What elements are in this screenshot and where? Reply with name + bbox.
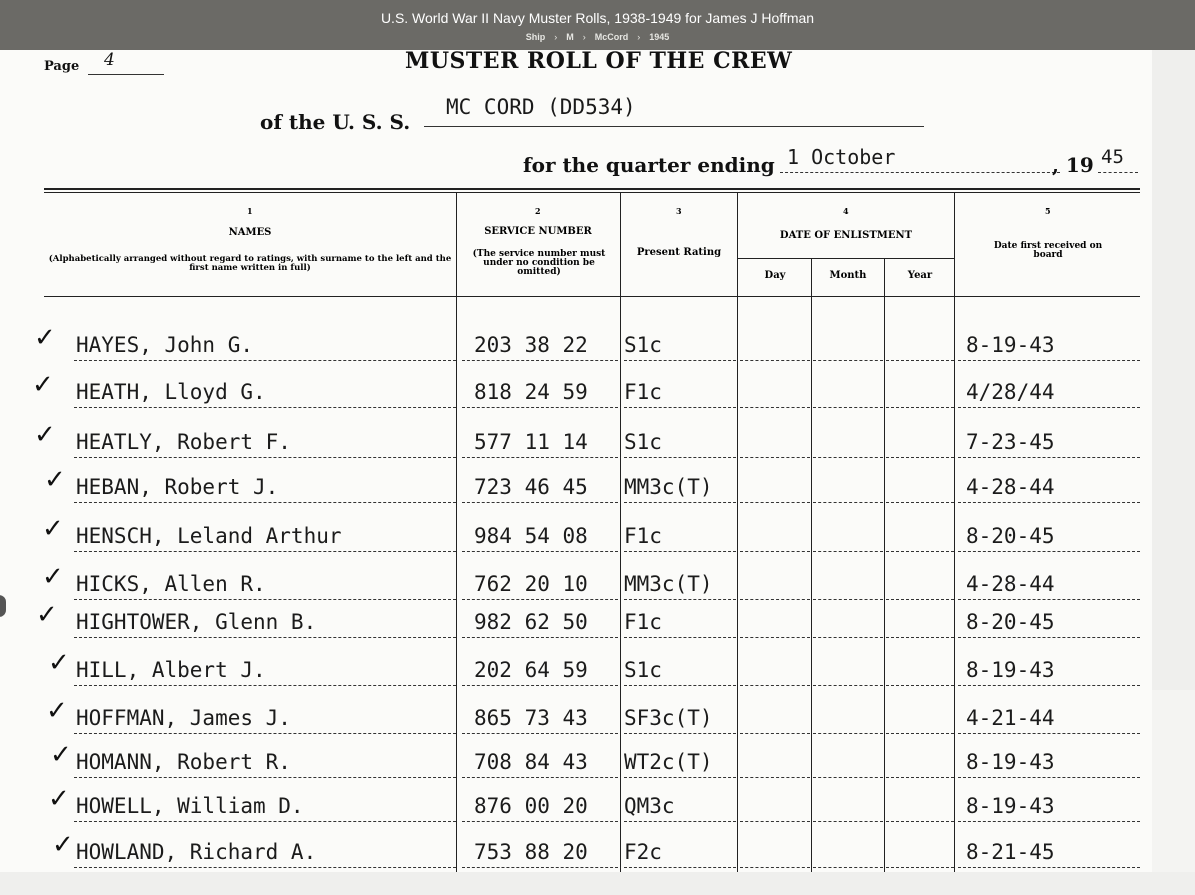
date-received: 8-19-43 — [966, 750, 1055, 774]
row-rule — [886, 733, 954, 734]
service-number: 762 20 10 — [474, 572, 588, 596]
service-number: 753 88 20 — [474, 840, 588, 864]
service-number: 203 38 22 — [474, 333, 588, 357]
row-rule — [624, 867, 736, 868]
row-rule — [74, 867, 456, 868]
col3-number: 3 — [676, 206, 682, 216]
row-rule — [813, 821, 883, 822]
date-received: 4/28/44 — [966, 380, 1055, 404]
service-number: 577 11 14 — [474, 430, 588, 454]
present-rating: S1c — [624, 658, 662, 682]
date-received: 8-21-45 — [966, 840, 1055, 864]
checkmark-icon: ✓ — [46, 696, 68, 726]
row-rule — [813, 502, 883, 503]
present-rating: MM3c(T) — [624, 475, 713, 499]
present-rating: SF3c(T) — [624, 706, 713, 730]
checkmark-icon: ✓ — [48, 784, 70, 814]
record-title: U.S. World War II Navy Muster Rolls, 1938-1949 for James J Hoffman — [380, 10, 815, 26]
service-number: 876 00 20 — [474, 794, 588, 818]
col-divider-3 — [737, 192, 738, 872]
crew-name: HOFFMAN, James J. — [76, 706, 291, 730]
row-rule — [624, 502, 736, 503]
row-rule — [958, 457, 1140, 458]
crew-name: HOWLAND, Richard A. — [76, 840, 317, 864]
present-rating: S1c — [624, 430, 662, 454]
row-rule — [958, 821, 1140, 822]
row-rule — [740, 551, 810, 552]
row-rule — [74, 457, 456, 458]
col-divider-month — [884, 258, 885, 872]
checkmark-icon: ✓ — [50, 740, 72, 770]
crew-name: HOWELL, William D. — [76, 794, 304, 818]
breadcrumb-letter[interactable]: M — [566, 32, 574, 42]
row-rule — [886, 407, 954, 408]
row-rule — [958, 867, 1140, 868]
checkmark-icon: ✓ — [42, 562, 64, 592]
row-rule — [74, 551, 456, 552]
row-rule — [740, 821, 810, 822]
breadcrumb-separator-icon: › — [554, 32, 558, 42]
row-rule — [740, 502, 810, 503]
row-rule — [886, 777, 954, 778]
row-rule — [886, 867, 954, 868]
checkmark-icon: ✓ — [52, 830, 74, 860]
table-top-rule — [44, 188, 1140, 190]
checkmark-icon: ✓ — [44, 465, 66, 495]
date-received: 8-20-45 — [966, 610, 1055, 634]
service-number: 723 46 45 — [474, 475, 588, 499]
row-rule — [958, 685, 1140, 686]
row-rule — [958, 502, 1140, 503]
date-received: 7-23-45 — [966, 430, 1055, 454]
col4-number: 4 — [843, 206, 849, 216]
col2-note: (The service number must under no condition be omitted) — [472, 249, 606, 277]
row-rule — [886, 502, 954, 503]
breadcrumb — [0, 32, 1195, 42]
crew-name: HEATH, Lloyd G. — [76, 380, 266, 404]
row-rule — [74, 777, 456, 778]
row-rule — [886, 599, 954, 600]
row-rule — [74, 407, 456, 408]
row-rule — [462, 599, 618, 600]
service-number: 865 73 43 — [474, 706, 588, 730]
breadcrumb-ship[interactable]: Ship — [525, 32, 546, 42]
date-received: 8-19-43 — [966, 333, 1055, 357]
crew-name: HAYES, John G. — [76, 333, 254, 357]
checkmark-icon: ✓ — [36, 600, 58, 630]
row-rule — [624, 457, 736, 458]
row-rule — [958, 599, 1140, 600]
date-received: 4-28-44 — [966, 572, 1055, 596]
page-underline — [88, 74, 164, 75]
row-rule — [624, 360, 736, 361]
row-rule — [624, 599, 736, 600]
year-prefix: , 19 — [1052, 153, 1094, 177]
checkmark-icon: ✓ — [32, 370, 54, 400]
year-underline — [1098, 172, 1138, 173]
crew-name: HIGHTOWER, Glenn B. — [76, 610, 317, 634]
row-rule — [74, 637, 456, 638]
row-rule — [958, 551, 1140, 552]
table-top-rule-2 — [44, 192, 1140, 193]
date-received: 4-21-44 — [966, 706, 1055, 730]
row-rule — [624, 685, 736, 686]
row-rule — [813, 407, 883, 408]
present-rating: F1c — [624, 380, 662, 404]
breadcrumb-year[interactable]: 1945 — [649, 32, 670, 42]
quarter-underline — [780, 172, 1060, 173]
row-rule — [462, 821, 618, 822]
row-rule — [740, 457, 810, 458]
row-rule — [74, 502, 456, 503]
document-title: MUSTER ROLL OF THE CREW — [405, 50, 793, 74]
row-rule — [813, 637, 883, 638]
row-rule — [813, 867, 883, 868]
row-rule — [813, 733, 883, 734]
row-rule — [74, 360, 456, 361]
breadcrumb-ship-name[interactable]: McCord — [594, 32, 629, 42]
checkmark-icon: ✓ — [42, 514, 64, 544]
row-rule — [462, 867, 618, 868]
crew-name: HEBAN, Robert J. — [76, 475, 279, 499]
enlistment-subheader-rule — [737, 258, 954, 259]
row-rule — [740, 733, 810, 734]
quarter-label: for the quarter ending — [523, 153, 775, 177]
row-rule — [886, 685, 954, 686]
present-rating: F1c — [624, 524, 662, 548]
checkmark-icon: ✓ — [34, 323, 56, 353]
row-rule — [886, 360, 954, 361]
row-rule — [886, 637, 954, 638]
present-rating: WT2c(T) — [624, 750, 713, 774]
row-rule — [462, 733, 618, 734]
row-rule — [813, 457, 883, 458]
row-rule — [813, 360, 883, 361]
row-rule — [462, 685, 618, 686]
col4-title: DATE OF ENLISTMENT — [779, 230, 913, 241]
col4-day-label: Day — [764, 270, 786, 281]
row-rule — [462, 637, 618, 638]
service-number: 818 24 59 — [474, 380, 588, 404]
page-label: Page — [44, 59, 80, 74]
present-rating: S1c — [624, 333, 662, 357]
row-rule — [740, 867, 810, 868]
page-number: 4 — [104, 50, 115, 70]
col5-title: Date first received on board — [993, 241, 1103, 260]
col5-number: 5 — [1045, 206, 1051, 216]
row-rule — [740, 599, 810, 600]
row-rule — [74, 599, 456, 600]
row-rule — [886, 821, 954, 822]
ship-name: MC CORD (DD534) — [446, 95, 636, 119]
col3-title: Present Rating — [636, 247, 722, 258]
crew-name: HICKS, Allen R. — [76, 572, 266, 596]
present-rating: MM3c(T) — [624, 572, 713, 596]
col1-note: (Alphabetically arranged without regard to ratings, with surname to the left and the first name written in full) — [48, 254, 452, 273]
row-rule — [958, 360, 1140, 361]
uss-label: of the U. S. S. — [260, 110, 411, 134]
row-rule — [74, 821, 456, 822]
checkmark-icon: ✓ — [48, 648, 70, 678]
col2-number: 2 — [535, 206, 541, 216]
quarter-date: 1 October — [787, 145, 896, 169]
col4-year-label: Year — [907, 270, 933, 281]
row-rule — [740, 360, 810, 361]
row-rule — [886, 457, 954, 458]
breadcrumb-separator-icon: › — [637, 32, 641, 42]
row-rule — [740, 637, 810, 638]
breadcrumb-separator-icon: › — [582, 32, 586, 42]
row-rule — [624, 407, 736, 408]
record-header — [0, 0, 1195, 50]
muster-roll-image[interactable] — [0, 50, 1152, 872]
row-rule — [624, 821, 736, 822]
row-rule — [624, 733, 736, 734]
row-rule — [958, 407, 1140, 408]
present-rating: QM3c — [624, 794, 675, 818]
row-rule — [740, 685, 810, 686]
row-rule — [624, 551, 736, 552]
col2-title: SERVICE NUMBER — [484, 226, 592, 237]
row-rule — [740, 777, 810, 778]
col-divider-day — [811, 258, 812, 872]
row-rule — [886, 551, 954, 552]
col1-title: NAMES — [228, 227, 272, 238]
checkmark-icon: ✓ — [34, 420, 56, 450]
row-rule — [74, 685, 456, 686]
header-bottom-rule — [44, 296, 1140, 297]
ship-underline — [424, 126, 924, 127]
date-received: 8-19-43 — [966, 794, 1055, 818]
date-received: 8-19-43 — [966, 658, 1055, 682]
row-rule — [462, 407, 618, 408]
row-rule — [462, 502, 618, 503]
service-number: 708 84 43 — [474, 750, 588, 774]
row-rule — [813, 551, 883, 552]
crew-name: HOMANN, Robert R. — [76, 750, 291, 774]
row-rule — [813, 777, 883, 778]
crew-name: HENSCH, Leland Arthur — [76, 524, 342, 548]
year-suffix: 45 — [1101, 146, 1124, 168]
row-rule — [624, 637, 736, 638]
row-rule — [462, 777, 618, 778]
page-margin — [1152, 690, 1195, 872]
service-number: 202 64 59 — [474, 658, 588, 682]
service-number: 984 54 08 — [474, 524, 588, 548]
col4-month-label: Month — [829, 270, 867, 281]
crew-name: HEATLY, Robert F. — [76, 430, 291, 454]
present-rating: F2c — [624, 840, 662, 864]
row-rule — [462, 457, 618, 458]
row-rule — [462, 551, 618, 552]
col-divider-2 — [620, 192, 621, 872]
col1-number: 1 — [247, 206, 253, 216]
row-rule — [958, 777, 1140, 778]
date-received: 4-28-44 — [966, 475, 1055, 499]
col-divider-1 — [456, 192, 457, 872]
present-rating: F1c — [624, 610, 662, 634]
crew-name: HILL, Albert J. — [76, 658, 266, 682]
row-rule — [624, 777, 736, 778]
row-rule — [958, 637, 1140, 638]
date-received: 8-20-45 — [966, 524, 1055, 548]
row-rule — [74, 733, 456, 734]
row-rule — [740, 407, 810, 408]
service-number: 982 62 50 — [474, 610, 588, 634]
viewer-bottom-bar — [0, 872, 1195, 895]
col-divider-4 — [954, 192, 955, 872]
row-rule — [813, 685, 883, 686]
row-rule — [958, 733, 1140, 734]
row-rule — [813, 599, 883, 600]
row-rule — [462, 360, 618, 361]
